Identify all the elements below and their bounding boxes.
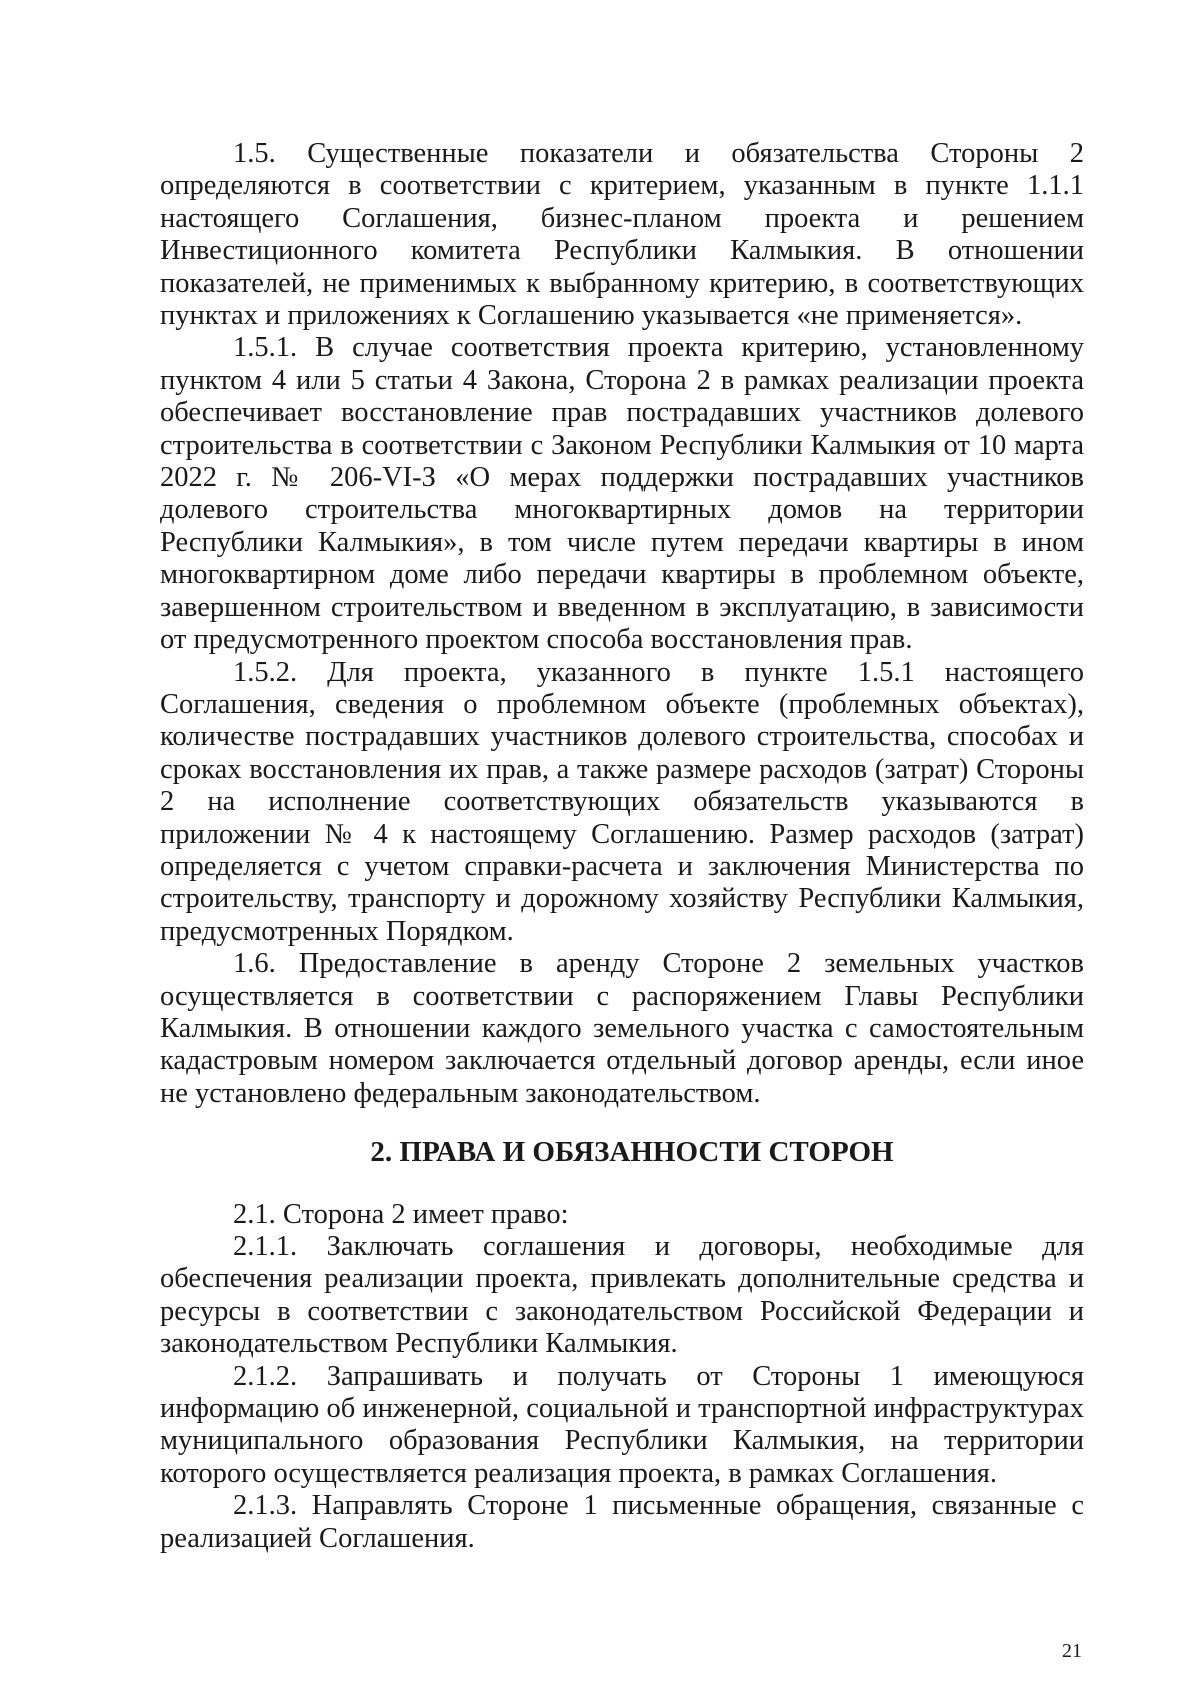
document-body	[160, 138, 1084, 1555]
paragraph-1-5-1: 1.5.1. В случае соответствия проекта критерию, установленному пунктом 4 или 5 статьи 4 Закона, Сторона 2 в рамках реализации проекта обеспечивает восстановление прав пострадавших участников долевого строительства в соответствии с Законом Республики Калмыкия от 10 марта 2022 г. № 206-VI-З «О мерах поддержки пострадавших участников долевого строительства многоквартирных домов на территории Республики Калмыкия», в том числе путем передачи квартиры в ином многоквартирном доме либо передачи квартиры в проблемном объекте, завершенном строительством и введенном в эксплуатацию, в зависимости от предусмотренного проектом способа восстановления прав.	[160, 332, 1084, 656]
paragraph-2-1-2: 2.1.2. Запрашивать и получать от Стороны 1 имеющуюся информацию об инженерной, социальной и транспортной инфраструктурах муниципального образования Республики Калмыкия, на территории которого осуществляется реализация проекта, в рамках Соглашения.	[160, 1360, 1084, 1489]
paragraph-2-1: 2.1. Сторона 2 имеет право:	[233, 1198, 569, 1230]
paragraph-2-1-3: 2.1.3. Направлять Стороне 1 письменные обращения, связанные с реализацией Соглашения.	[160, 1490, 1084, 1554]
section-heading: 2. ПРАВА И ОБЯЗАННОСТИ СТОРОН	[370, 1136, 894, 1169]
paragraph-1-5-2: 1.5.2. Для проекта, указанного в пункте 1.5.1 настоящего Соглашения, сведения о проблемном объекте (проблемных объектах), количестве пострадавших участников долевого строительства, способах и сроках восстановления их прав, а также размере расходов (затрат) Стороны 2 на исполнение соответствующих обязательств указываются в приложении № 4 к настоящему Соглашению. Размер расходов (затрат) определяется с учетом справки-расчета и заключения Министерства по строительству, транспорту и дорожному хозяйству Республики Калмыкия, предусмотренных Порядком.	[160, 656, 1084, 947]
paragraph-1-6: 1.6. Предоставление в аренду Стороне 2 земельных участков осуществляется в соответствии с распоряжением Главы Республики Калмыкия. В отношении каждого земельного участка с самостоятельным кадастровым номером заключается отдельный договор аренды, если иное не установлено федеральным законодательством.	[160, 948, 1084, 1109]
page-number: 21	[1062, 1640, 1082, 1662]
paragraph-1-5: 1.5. Существенные показатели и обязательства Стороны 2 определяются в соответствии с критерием, указанным в пункте 1.1.1 настоящего Соглашения, бизнес-планом проекта и решением Инвестиционного комитета Республики Калмыкия. В отношении показателей, не применимых к выбранному критерию, в соответствующих пунктах и приложениях к Соглашению указывается «не применяется».	[160, 138, 1084, 332]
paragraph-2-1-1: 2.1.1. Заключать соглашения и договоры, необходимые для обеспечения реализации проекта, привлекать дополнительные средства и ресурсы в соответствии с законодательством Российской Федерации и законодательством Республики Калмыкия.	[160, 1231, 1084, 1360]
